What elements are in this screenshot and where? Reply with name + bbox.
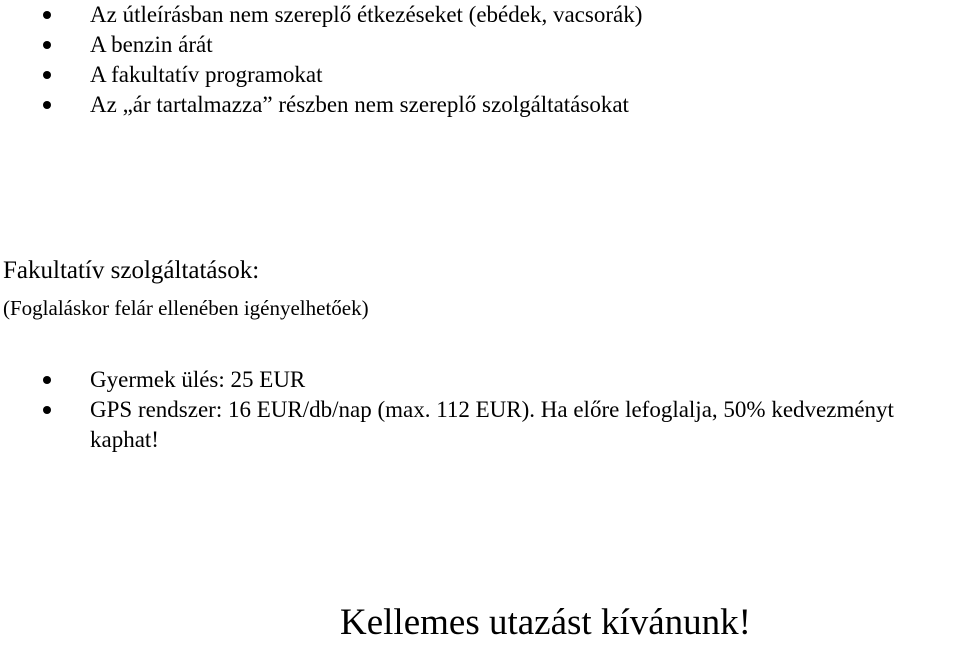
list-item <box>0 395 959 455</box>
list-item <box>0 90 959 120</box>
list-item-text: Az útleírásban nem szereplő étkezéseket (ebédek, vacsorák) <box>90 2 643 27</box>
list-item-text: Gyermek ülés: 25 EUR <box>90 367 306 392</box>
optional-services-list <box>0 365 959 455</box>
bullet-icon <box>43 11 51 19</box>
list-item-text: GPS rendszer: 16 EUR/db/nap (max. 112 EUR). Ha előre lefoglalja, 50% kedvezményt kaphat! <box>90 397 894 452</box>
closing-message: Kellemes utazást kívánunk! <box>340 602 751 643</box>
bullet-icon <box>43 101 51 109</box>
list-item <box>0 30 959 60</box>
bullet-icon <box>43 71 51 79</box>
optional-services-heading: Fakultatív szolgáltatások: <box>3 257 260 284</box>
bullet-icon <box>43 376 51 384</box>
list-item <box>0 60 959 90</box>
bullet-icon <box>43 406 51 414</box>
optional-services-subheading: (Foglaláskor felár ellenében igényelhetőek) <box>3 296 369 320</box>
list-item-text: A fakultatív programokat <box>90 62 323 87</box>
list-item <box>0 0 959 30</box>
list-item <box>0 365 959 395</box>
bullet-icon <box>43 41 51 49</box>
list-item-text: Az „ár tartalmazza” részben nem szereplő szolgáltatásokat <box>90 92 629 117</box>
excluded-services-list <box>0 0 959 120</box>
list-item-text: A benzin árát <box>90 32 213 57</box>
